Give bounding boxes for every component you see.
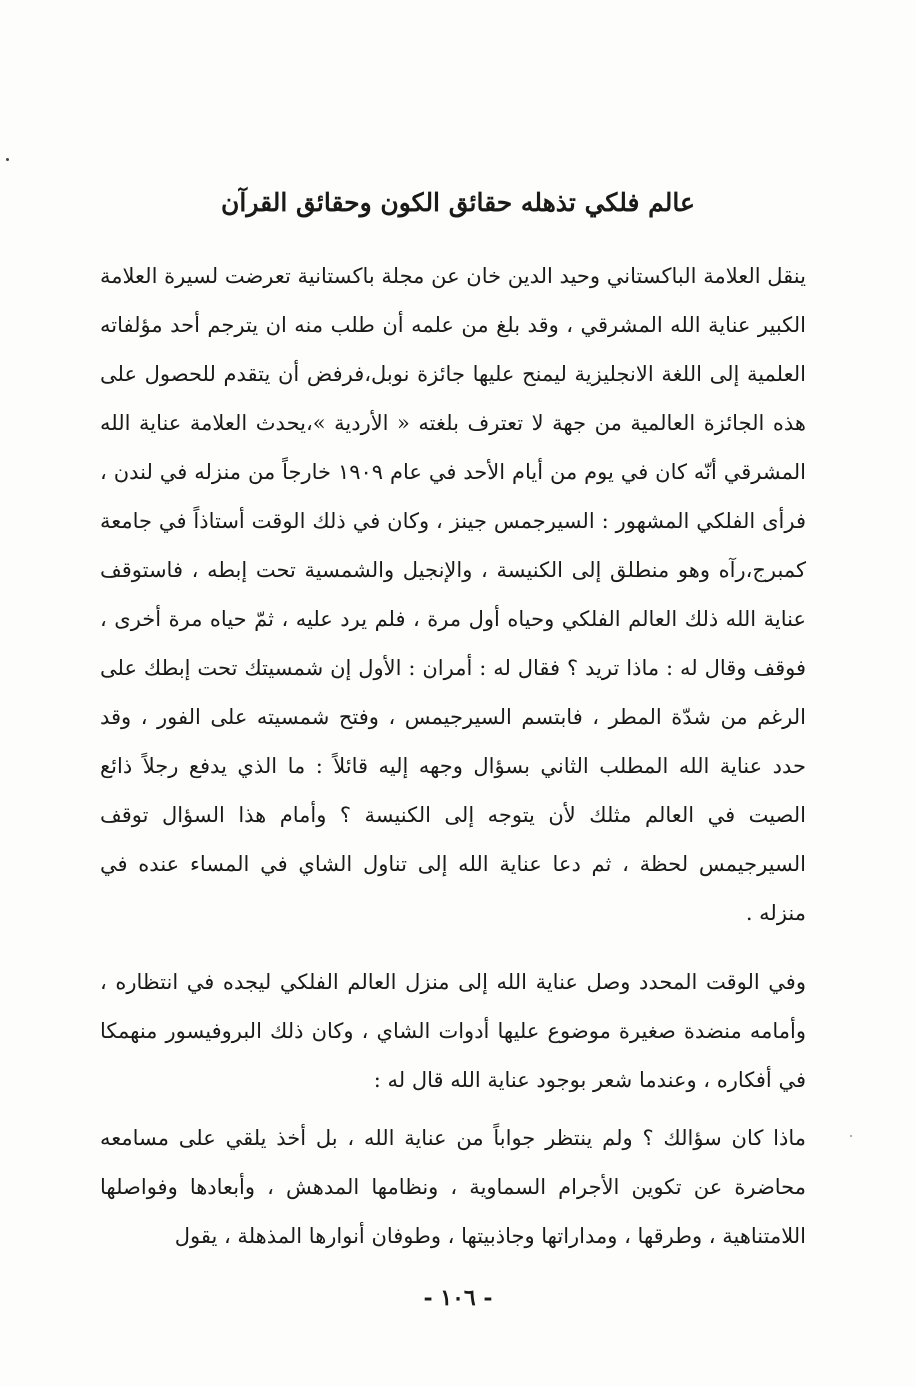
scan-speck bbox=[6, 158, 9, 161]
paragraph-2 bbox=[100, 958, 806, 1105]
page-number: - ١٠٦ - bbox=[423, 1285, 493, 1311]
paragraph-3 bbox=[100, 1114, 806, 1261]
scan-speck bbox=[850, 1135, 852, 1137]
paragraph-1 bbox=[100, 252, 806, 938]
paragraph-text: وفي الوقت المحدد وصل عناية الله إلى منزل العالم الفلكي ليجده في انتظاره ، وأمامه منضدة صغيرة موضوع عليها أدوات الشاي ، وكان ذلك البروفيسور منهمكا في أفكاره ، وعندما شعر بوجود عناية الله قال له : bbox=[100, 970, 806, 1092]
paragraph-text: ماذا كان سؤالك ؟ ولم ينتظر جواباً من عناية الله ، بل أخذ يلقي على مسامعه محاضرة عن تكوين الأجرام السماوية ، ونظامها المدهش ، وأبعادها وفواصلها اللامتناهية ، وطرقها ، ومداراتها وجاذبيتها ، وطوفان أنوارها المذهلة ، يقول bbox=[100, 1126, 806, 1248]
paragraph-text: ينقل العلامة الباكستاني وحيد الدين خان عن مجلة باكستانية تعرضت لسيرة العلامة الكبير عناية الله المشرقي ، وقد بلغ من علمه أن طلب منه ان يترجم أحد مؤلفاته العلمية إلى اللغة الانجليزية ليمنح عليها جائزة نوبل،فرفض أن يتقدم للحصول على هذه الجائزة العالمية من جهة لا تعترف بلغته « الأردية »،يحدث العلامة عناية الله المشرقي أنّه كان في يوم من أيام الأحد في عام ۱۹۰۹ خارجاً من منزله في لندن ، فرأى الفلكي المشهور : السيرجمس جينز ، وكان في ذلك الوقت أستاذاً في جامعة كمبرج،رآه وهو منطلق إلى الكنيسة ، والإنجيل والشمسية تحت إبطه ، فاستوقف عناية الله ذلك العالم الفلكي وحياه أول مرة ، فلم يرد عليه ، ثمّ حياه مرة أخرى ، فوقف وقال له : ماذا تريد ؟ فقال له : أمران : الأول إن شمسيتك تحت إبطك على الرغم من شدّة المطر ، فابتسم السيرجيمس ، وفتح شمسيته على الفور ، وقد حدد عناية الله المطلب الثاني بسؤال وجهه إليه قائلاً : ما الذي يدفع رجلاً ذائع الصيت في العالم مثلك لأن يتوجه إلى الكنيسة ؟ وأمام هذا السؤال توقف السيرجيمس لحظة ، ثم دعا عناية الله إلى تناول الشاي في المساء عنده في منزله . bbox=[100, 264, 807, 925]
page-title: عالم فلكي تذهله حقائق الكون وحقائق القرآن bbox=[221, 188, 695, 217]
